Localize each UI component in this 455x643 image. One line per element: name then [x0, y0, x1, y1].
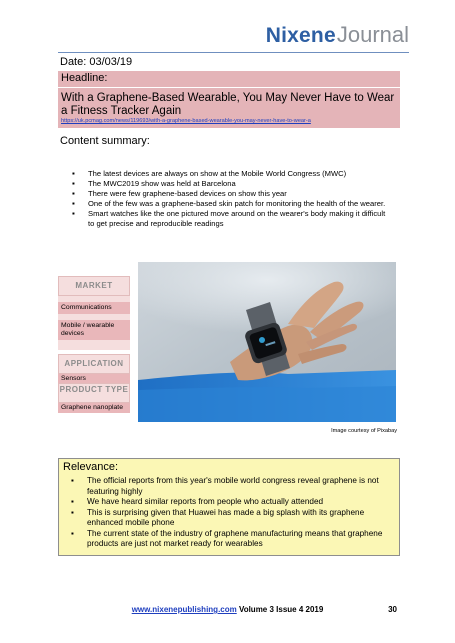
summary-item: ▪ There were few graphene-based devices on show this year [72, 189, 392, 199]
market-item-communications: Communications [58, 302, 130, 314]
product-item-graphene-nanoplate: Graphene nanoplate [58, 403, 130, 413]
headline-label: Headline: [61, 72, 108, 84]
page-footer [0, 605, 455, 614]
smartwatch-illustration [138, 262, 396, 422]
application-header: APPLICATION [58, 354, 130, 374]
content-summary-label: Content summary: [60, 135, 150, 147]
publisher-link[interactable]: www.nixenepublishing.com [131, 605, 237, 614]
market-item-mobile-wearable: Mobile / wearable devices [58, 320, 130, 340]
issue-info: Volume 3 Issue 4 2019 [236, 605, 324, 614]
market-header: MARKET [58, 276, 130, 296]
headline-box [58, 71, 400, 128]
summary-item: ▪ The latest devices are always on show at the Mobile World Congress (MWC) [72, 169, 392, 179]
application-item-sensors: Sensors [58, 374, 130, 383]
nixene-journal-logo [266, 22, 409, 48]
header-rule [58, 52, 409, 53]
summary-item: ▪ The MWC2019 show was held at Barcelona [72, 179, 392, 189]
product-tag-group [58, 383, 130, 413]
headline-title: With a Graphene-Based Wearable, You May Never Have to Wear a Fitness Tracker Again [61, 92, 395, 117]
relevance-label: Relevance: [63, 461, 119, 473]
summary-item: ▪ Smart watches like the one pictured move around on the wearer's body making it difficult to get precise and reproducible readings [72, 209, 392, 229]
headline-divider [58, 87, 400, 88]
relevance-item: ▪ The current state of the industry of graphene manufacturing means that graphene products are just not market ready for wearables [71, 529, 393, 550]
smartwatch-photo [138, 262, 396, 422]
summary-item: ▪ One of the few was a graphene-based skin patch for monitoring the health of the wearer. [72, 199, 392, 209]
application-tag-group [58, 354, 130, 383]
logo-brand: Nixene [265, 24, 336, 47]
relevance-item: ▪ The official reports from this year's mobile world congress reveal graphene is not featuring highly [71, 476, 393, 497]
relevance-item: ▪ We have heard similar reports from people who actually attended [71, 497, 393, 508]
tag-spacer [58, 340, 130, 350]
photo-caption: Image courtesy of Pixabay [331, 428, 397, 434]
logo-suffix: Journal [336, 22, 409, 47]
market-tag-group [58, 276, 130, 350]
relevance-list [71, 476, 393, 550]
relevance-item: ▪ This is surprising given that Huawei has made a big splash with its graphene enhanced mobile phone [71, 508, 393, 529]
relevance-box [58, 458, 400, 556]
page-number: 30 [388, 605, 397, 614]
source-link[interactable]: https://uk.pcmag.com/news/119693/with-a-graphene-based-wearable-you-may-never-have-to-wear-a [61, 118, 311, 124]
content-summary-list [72, 169, 392, 229]
article-date: Date: 03/03/19 [60, 56, 133, 68]
product-type-header: PRODUCT TYPE [58, 383, 130, 403]
